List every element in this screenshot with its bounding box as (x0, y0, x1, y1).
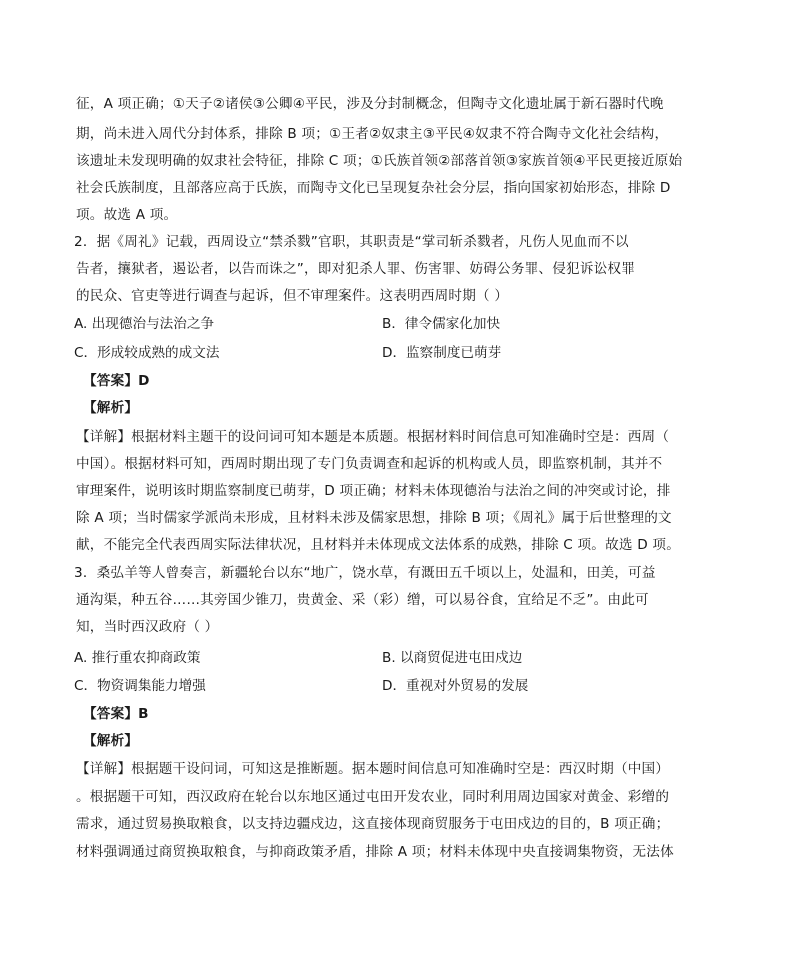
q2-detail-line: 除 A 项；当时儒家学派尚未形成，且材料未涉及儒家思想，排除 B 项；《周礼》属于后世整理的文 (76, 510, 672, 526)
q2-detail-line: 【详解】根据材料主题干的设问词可知本题是本质题。根据材料时间信息可知准确时空是：西周（ (76, 429, 670, 445)
q2-detail-line: 中国）。根据材料可知，西周时期出现了专门负责调查和起诉的机构或人员，即监察机制，其并不 (76, 456, 663, 472)
q2-option-a: A. 出现德治与法治之争 (74, 316, 215, 332)
q3-detail-line: 材料强调通过商贸换取粮食，与抑商政策矛盾，排除 A 项；材料未体现中央直接调集物资，无法体 (76, 844, 674, 860)
q3-detail-line: 【详解】根据题干设问词，可知这是推断题。据本题时间信息可知准确时空是：西汉时期（中国） (76, 761, 670, 777)
text-line: 社会氏族制度，且部落应高于氏族，而陶寺文化已呈现复杂社会分层，指向国家初始形态，排除 D (76, 180, 671, 196)
q3-detail-line: 需求，通过贸易换取粮食，以支持边疆戍边，这直接体现商贸服务于屯田戍边的目的，B 项正确； (76, 816, 670, 832)
q3-stem-line: 3．桑弘羊等人曾奏言，新疆轮台以东“地广，饶水草，有溉田五千顷以上，处温和，田美，可益 (74, 565, 656, 581)
q3-option-d: D．重视对外贸易的发展 (382, 678, 529, 694)
q2-stem-line: 的民众、官吏等进行调查与起诉，但不审理案件。这表明西周时期（ ） (76, 288, 509, 304)
q3-analysis-label: 【解析】 (83, 733, 139, 749)
text-line: 征，A 项正确；①天子②诸侯③公卿④平民，涉及分封制概念，但陶寺文化遗址属于新石器时代晚 (76, 96, 664, 112)
q2-option-c: C．形成较成熟的成文法 (74, 345, 220, 361)
q2-detail-line: 审理案件，说明该时期监察制度已萌芽，D 项正确；材料未体现德治与法治之间的冲突或讨论，排 (76, 483, 671, 499)
q3-answer: 【答案】B (83, 706, 149, 722)
q3-stem-line: 通沟渠，种五谷……其旁国少锥刀，贵黄金、采（彩）缯，可以易谷食，宜给足不乏”。由此可 (76, 592, 649, 608)
q3-option-c: C．物资调集能力增强 (74, 678, 206, 694)
q2-option-d: D．监察制度已萌芽 (382, 345, 502, 361)
q2-detail-line: 献，不能完全代表西周实际法律状况，且材料并未体现成文法体系的成熟，排除 C 项。故选 D 项。 (76, 537, 680, 553)
q2-option-b: B．律令儒家化加快 (382, 316, 501, 332)
q3-option-a: A. 推行重农抑商政策 (74, 650, 201, 666)
q3-option-b: B. 以商贸促进屯田戍边 (382, 650, 523, 666)
q2-stem-line: 告者，攘狱者，遏讼者，以告而诛之”，即对犯杀人罪、伤害罪、妨碍公务罪、侵犯诉讼权罪 (76, 261, 635, 277)
text-line: 该遗址未发现明确的奴隶社会特征，排除 C 项；①氏族首领②部落首领③家族首领④平民更接近原始 (76, 153, 683, 169)
q2-answer: 【答案】D (83, 373, 150, 389)
q2-stem-line: 2．据《周礼》记载，西周设立“禁杀戮”官职，其职责是“掌司斩杀戮者，凡伤人见血而不以 (74, 234, 629, 250)
q2-analysis-label: 【解析】 (83, 400, 139, 416)
q3-stem-line: 知，当时西汉政府（ ） (76, 619, 219, 635)
text-line: 期，尚未进入周代分封体系，排除 B 项；①王者②奴隶主③平民④奴隶不符合陶寺文化社会结构， (76, 126, 669, 142)
q3-detail-line: 。根据题干可知，西汉政府在轮台以东地区通过屯田开发农业，同时利用周边国家对黄金、彩缯的 (76, 789, 670, 805)
text-line: 项。故选 A 项。 (76, 207, 178, 223)
